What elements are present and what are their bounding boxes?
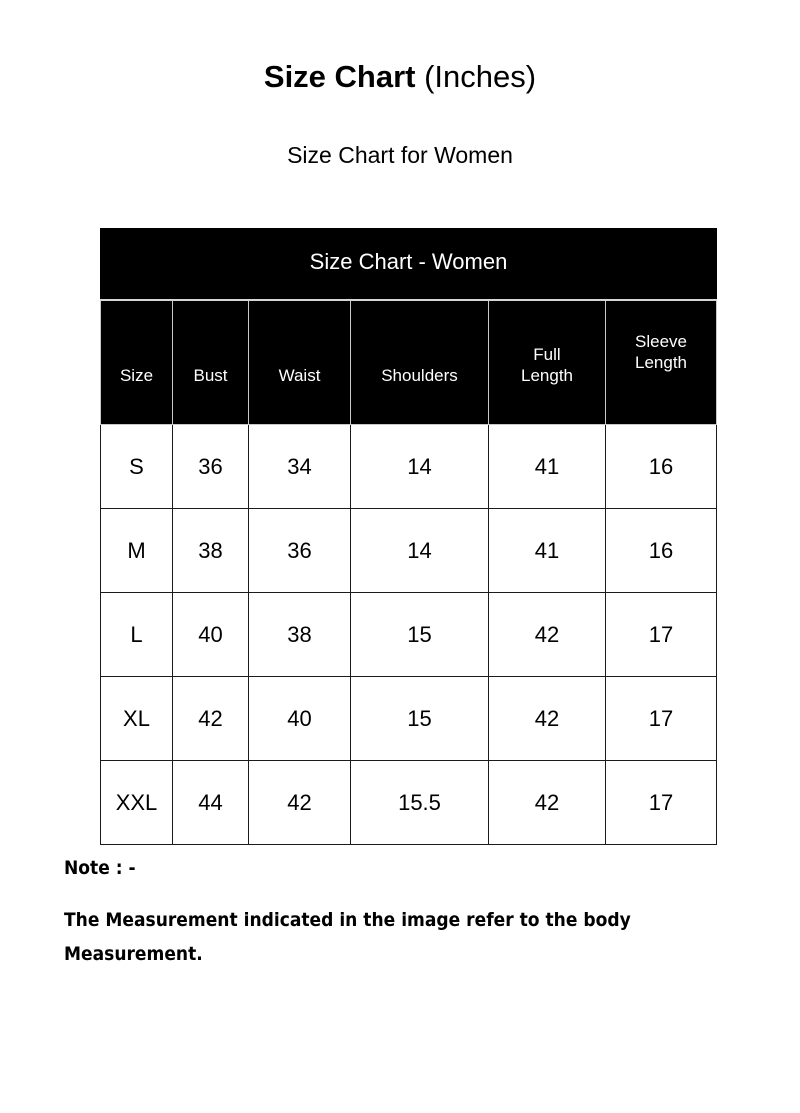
cell-waist: 40 [249, 677, 351, 761]
cell-full-length: 41 [489, 425, 606, 509]
table-header-row [101, 300, 717, 425]
column-header-waist: Waist [249, 300, 351, 425]
cell-sleeve-length: 17 [606, 761, 717, 845]
note-label: Note : - [64, 857, 136, 879]
note-text: The Measurement indicated in the image refer to the body Measurement. [64, 909, 631, 965]
table-banner-title: Size Chart - Women [101, 229, 717, 301]
cell-sleeve-length: 17 [606, 593, 717, 677]
size-chart-table [100, 228, 717, 845]
column-header-size: Size [101, 300, 173, 425]
column-header-bust: Bust [173, 300, 249, 425]
cell-sleeve-length: 17 [606, 677, 717, 761]
cell-size: XL [101, 677, 173, 761]
table-row [101, 677, 717, 761]
cell-shoulders: 15 [351, 677, 489, 761]
cell-bust: 40 [173, 593, 249, 677]
column-header-full-length [489, 300, 606, 425]
column-header-full-length-line1: Full [533, 344, 561, 364]
cell-sleeve-length: 16 [606, 425, 717, 509]
cell-bust: 38 [173, 509, 249, 593]
column-header-sleeve-length-line1: Sleeve [635, 331, 687, 351]
cell-bust: 36 [173, 425, 249, 509]
page-title [0, 58, 800, 96]
cell-waist: 42 [249, 761, 351, 845]
cell-waist: 36 [249, 509, 351, 593]
page-subtitle: Size Chart for Women [287, 142, 513, 168]
table-banner-row [101, 229, 717, 301]
cell-waist: 38 [249, 593, 351, 677]
note-block [64, 855, 764, 971]
column-header-shoulders: Shoulders [351, 300, 489, 425]
cell-full-length: 42 [489, 593, 606, 677]
table-row [101, 761, 717, 845]
cell-bust: 42 [173, 677, 249, 761]
page-title-units: (Inches) [415, 59, 537, 94]
cell-waist: 34 [249, 425, 351, 509]
cell-bust: 44 [173, 761, 249, 845]
cell-full-length: 42 [489, 677, 606, 761]
table-row [101, 509, 717, 593]
table-row [101, 593, 717, 677]
cell-shoulders: 15.5 [351, 761, 489, 845]
cell-size: L [101, 593, 173, 677]
cell-size: M [101, 509, 173, 593]
column-header-full-length-line2: Length [521, 365, 573, 385]
column-header-sleeve-length-line2: Length [635, 352, 687, 372]
cell-full-length: 41 [489, 509, 606, 593]
page-title-bold: Size Chart [263, 59, 416, 94]
cell-shoulders: 15 [351, 593, 489, 677]
cell-size: XXL [101, 761, 173, 845]
cell-full-length: 42 [489, 761, 606, 845]
cell-size: S [101, 425, 173, 509]
cell-shoulders: 14 [351, 425, 489, 509]
cell-shoulders: 14 [351, 509, 489, 593]
cell-sleeve-length: 16 [606, 509, 717, 593]
table-row [101, 425, 717, 509]
column-header-sleeve-length [606, 300, 717, 425]
